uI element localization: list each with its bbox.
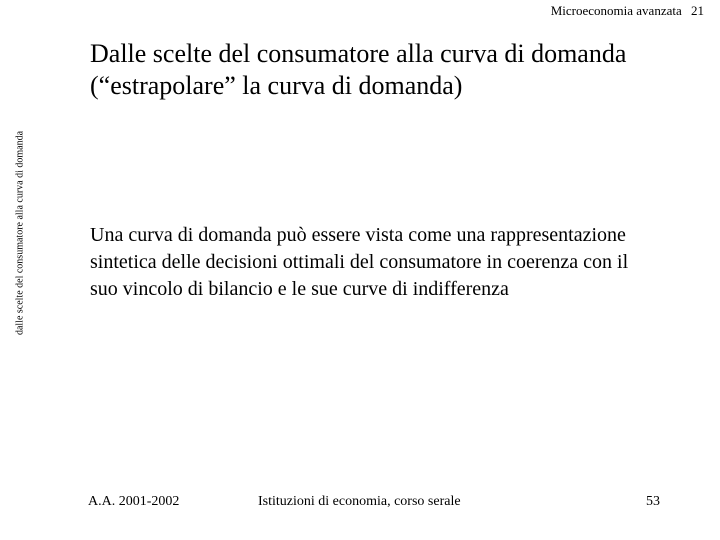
footer-academic-year: A.A. 2001-2002 [88,494,180,509]
header-page-number: 21 [691,3,704,18]
slide-body-text: Una curva di domanda può essere vista come una rappresentazione sintetica delle decisioni ottimali del consumatore in coerenza con il suo vincolo di bilancio e le sue curve di indifferenza [90,224,629,300]
slide-header [551,3,704,19]
footer-course-info: Istituzioni di economia, corso serale [258,494,461,509]
side-label-container [12,118,28,348]
side-label: dalle scelte del consumatore alla curva di domanda [14,130,26,336]
course-name: Microeconomia avanzata [550,3,682,18]
slide-title: Dalle scelte del consumatore alla curva di domanda (“estrapolare” la curva di domanda) [90,39,627,100]
footer-slide-number: 53 [646,494,660,509]
